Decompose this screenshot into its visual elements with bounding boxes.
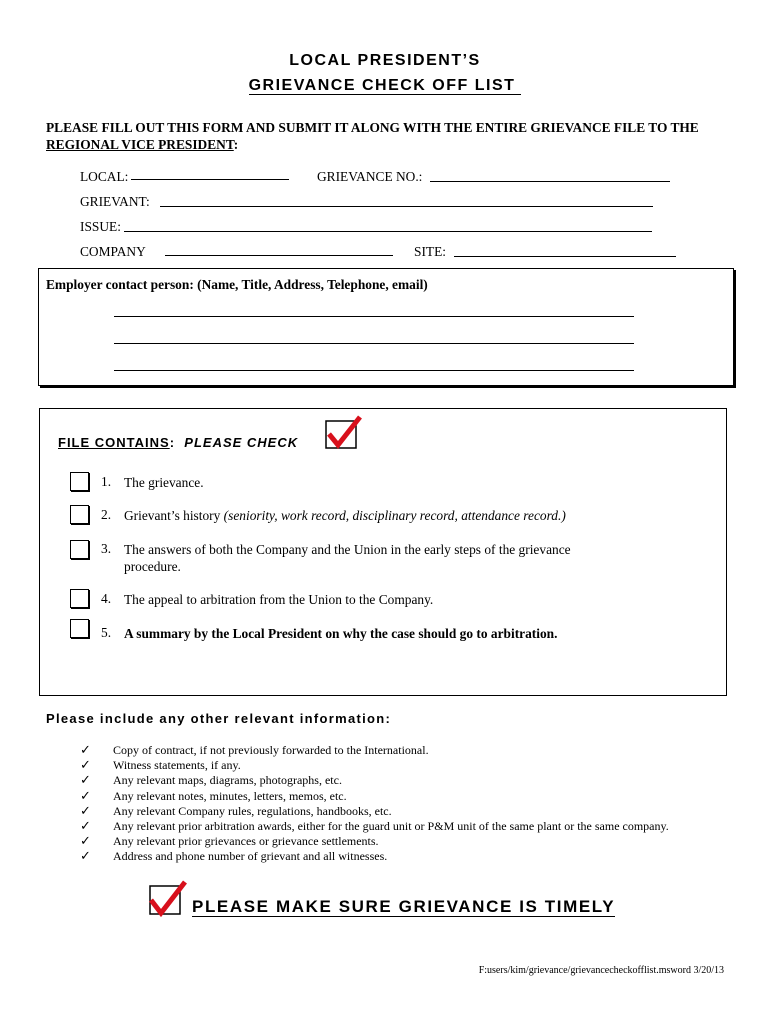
item-2-detail: (seniority, work record, disciplinary record, attendance record.) <box>223 508 566 523</box>
instructions-recipient: REGIONAL VICE PRESIDENT <box>46 137 234 152</box>
item-3-text: The answers of both the Company and the Union in the early steps of the grievance procedure. <box>124 542 571 574</box>
company-label: COMPANY <box>80 244 146 259</box>
title-line-2-text: GRIEVANCE CHECK OFF LIST <box>249 77 522 95</box>
grievance-no-input-line[interactable] <box>430 181 670 182</box>
title-line-1: LOCAL PRESIDENT’S <box>289 52 481 69</box>
timely-notice <box>192 897 615 917</box>
other-info-item: Any relevant maps, diagrams, photographs, etc. <box>113 773 342 788</box>
company-input-line[interactable] <box>165 255 393 256</box>
file-contains-label: FILE CONTAINS <box>58 435 170 450</box>
other-info-item: Copy of contract, if not previously forwarded to the International. <box>113 743 429 757</box>
local-label: LOCAL: <box>80 169 129 184</box>
item-1-number: 1. <box>101 474 112 489</box>
item-4-number: 4. <box>101 591 112 606</box>
item-5-text: A summary by the Local President on why the case should go to arbitration. <box>124 626 558 641</box>
item-2-checkbox[interactable] <box>70 505 89 524</box>
instructions <box>46 119 736 153</box>
checkmark-icon: ✓ <box>80 787 91 803</box>
other-info-heading: Please include any other relevant information: <box>46 711 392 726</box>
other-info-item: Address and phone number of grievant and all witnesses. <box>113 849 388 864</box>
local-input-line[interactable] <box>131 179 289 180</box>
item-1-checkbox[interactable] <box>70 472 89 491</box>
grievant-input-line[interactable] <box>160 206 653 207</box>
checkmark-icon: ✓ <box>80 818 91 833</box>
item-5-checkbox[interactable] <box>70 619 89 638</box>
item-1-text: The grievance. <box>124 475 204 490</box>
checkmark-icon: ✓ <box>80 772 91 788</box>
item-4-text: The appeal to arbitration from the Union to the Company. <box>124 592 434 607</box>
instructions-text: PLEASE FILL OUT THIS FORM AND SUBMIT IT ALONG WITH THE ENTIRE GRIEVANCE FILE TO THE <box>46 120 699 135</box>
employer-contact-label: Employer contact person: (Name, Title, Address, Telephone, email) <box>46 277 428 292</box>
site-input-line[interactable] <box>454 256 676 257</box>
checkmark-icon: ✓ <box>80 848 91 864</box>
red-checkmark-icon <box>323 414 363 450</box>
grievance-no-label: GRIEVANCE NO.: <box>317 169 423 184</box>
item-3-checkbox[interactable] <box>70 540 89 559</box>
title-line-2 <box>0 77 770 95</box>
employer-contact-line-3[interactable] <box>114 370 634 371</box>
other-info-item: Any relevant prior grievances or grievance settlements. <box>113 834 379 849</box>
checkmark-icon: ✓ <box>80 833 91 849</box>
site-label: SITE: <box>414 244 446 259</box>
checkmark-icon: ✓ <box>80 742 91 757</box>
timely-notice-text: PLEASE MAKE SURE GRIEVANCE IS TIMELY <box>192 897 616 916</box>
checkmark-icon: ✓ <box>80 802 91 818</box>
item-2-number: 2. <box>101 507 112 522</box>
item-4-checkbox[interactable] <box>70 589 89 608</box>
file-contains-heading <box>58 435 298 450</box>
item-5-number: 5. <box>101 625 112 640</box>
other-info-item: Any relevant Company rules, regulations, handbooks, etc. <box>113 803 392 818</box>
red-checkmark-icon <box>146 880 188 918</box>
employer-contact-line-1[interactable] <box>114 316 634 317</box>
footer-file-path: F:users/kim/grievance/grievancecheckofflist.msword 3/20/13 <box>478 965 724 976</box>
employer-contact-line-2[interactable] <box>114 343 634 344</box>
item-3-number: 3. <box>101 541 112 556</box>
other-info-item: Any relevant prior arbitration awards, either for the guard unit or P&M unit of the same plant or the same company. <box>113 819 669 833</box>
issue-label: ISSUE: <box>80 219 121 234</box>
file-contains-colon: : <box>169 435 176 450</box>
other-info-item: Any relevant notes, minutes, letters, memos, etc. <box>113 788 347 803</box>
issue-input-line[interactable] <box>124 231 652 232</box>
grievant-label: GRIEVANT: <box>80 194 150 209</box>
item-2-text: Grievant’s history <box>124 508 224 523</box>
instructions-suffix: : <box>233 137 239 152</box>
checkmark-icon: ✓ <box>80 757 91 773</box>
employer-contact-box <box>38 268 734 386</box>
other-info-item: Witness statements, if any. <box>113 758 241 773</box>
please-check-label: PLEASE CHECK <box>184 435 299 450</box>
item-2-text-wrap <box>124 507 644 524</box>
